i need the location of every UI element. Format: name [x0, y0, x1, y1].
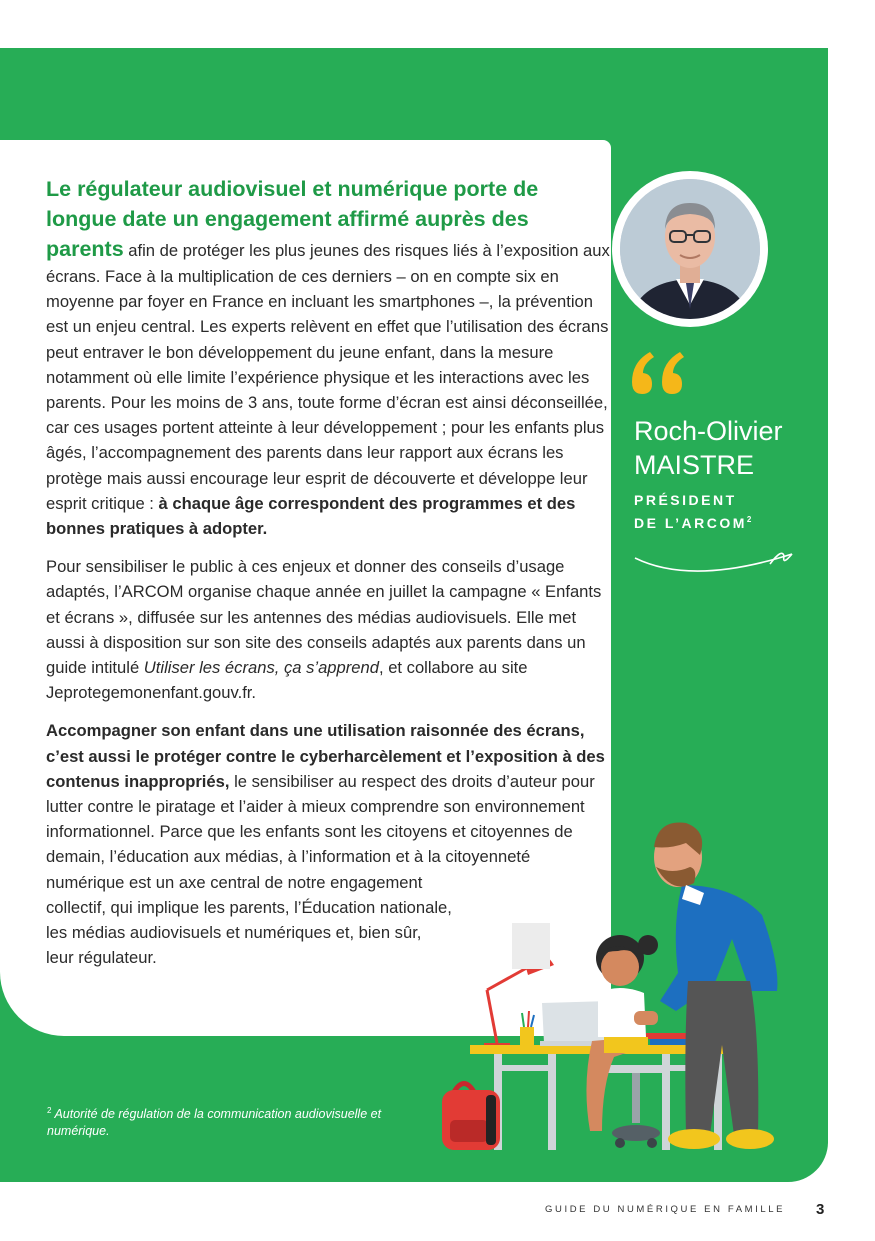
- paragraph-3-line: leur régulateur.: [46, 948, 157, 968]
- author-name: [634, 414, 783, 482]
- quote-mark-icon: [630, 348, 688, 398]
- paragraph-3-bold: Accompagner son enfant dans une utilisation raisonnée des écrans, c’est aussi le protéger contre le cyberharcèlement et l’exposition à des contenus inappropriés,: [46, 721, 605, 791]
- footnote-text: Autorité de régulation de la communication audiovisuelle et numérique.: [47, 1107, 382, 1139]
- author-role: [634, 491, 751, 533]
- paragraph-3-text: le sensibiliser au respect des droits d’auteur pour lutter contre le piratage et l’aider à mieux comprendre son environnement informationnel. Parce que les enfants sont les citoyens et citoyennes de demain, l’éducation aux médias, à l’information et à la citoyenneté: [46, 771, 595, 867]
- lead-highlight: Le régulateur audiovisuel et numérique porte de longue date un engagement affirmé auprès des parents: [46, 177, 539, 261]
- family-desk-illustration: [432, 815, 802, 1155]
- paragraph-1-bold: à chaque âge correspondent des programmes et des bonnes pratiques à adopter.: [46, 493, 576, 539]
- paragraph-2-text: Pour sensibiliser le public à ces enjeux et donner des conseils d’usage adaptés, l’ARCOM organise chaque année en juillet la campagne « Enfants et écrans », diffusée sur les antennes des médias audiovisuels. Elle met aussi à disposition sur son site des conseils adaptés aux parents dans un guide intitulé: [46, 557, 602, 678]
- footer-title: GUIDE DU NUMÉRIQUE EN FAMILLE: [545, 1204, 786, 1215]
- footnote-number: 2: [47, 1106, 52, 1115]
- swoosh-decoration: [632, 546, 797, 576]
- author-first-name: Roch-Olivier: [634, 416, 783, 446]
- paragraph-3-line: collectif, qui implique les parents, l’Éducation nationale,: [46, 897, 452, 917]
- paragraph-2: [46, 554, 612, 705]
- paragraph-3-line: les médias audiovisuels et numériques et, bien sûr,: [46, 923, 422, 943]
- author-role-line-1: PRÉSIDENT: [634, 492, 737, 508]
- paragraph-1-text: afin de protéger les plus jeunes des risques liés à l’exposition aux écrans. Face à la multiplication de ces derniers – on en compte six en moyenne par foyer en France en incluant les smartphones –, la prévention est un enjeu central. Les experts relèvent en effet que l’utilisation des écrans peut entraver le bon développement du jeune enfant, dans la mesure notamment où elle limite l’expérience physique et les interactions avec les parents. Pour les moins de 3 ans, toute forme d’écran est ainsi déconseillée, car ces usages portent atteinte à leur développement ; pour les enfants plus âgés, l’accompagnement des parents dans leur rapport aux écrans les protège mais aussi encourage leur esprit de découverte et développe leur esprit critique :: [46, 241, 610, 513]
- author-portrait: [620, 179, 760, 319]
- page-number: 3: [816, 1201, 825, 1218]
- footnote: [47, 1102, 427, 1140]
- paragraph-2-end: , et collabore au site Jeprotegemonenfant.gouv.fr.: [46, 658, 528, 703]
- author-role-text: DE L’ARCOM: [634, 515, 747, 531]
- author-last-name: MAISTRE: [634, 450, 755, 480]
- paragraph-3-line: numérique est un axe central de notre engagement: [46, 872, 423, 892]
- footnote-ref: 2: [746, 515, 752, 524]
- paragraph-1: [46, 174, 612, 541]
- author-role-line-2: [634, 510, 751, 533]
- guide-title: Utiliser les écrans, ça s’apprend: [143, 658, 379, 678]
